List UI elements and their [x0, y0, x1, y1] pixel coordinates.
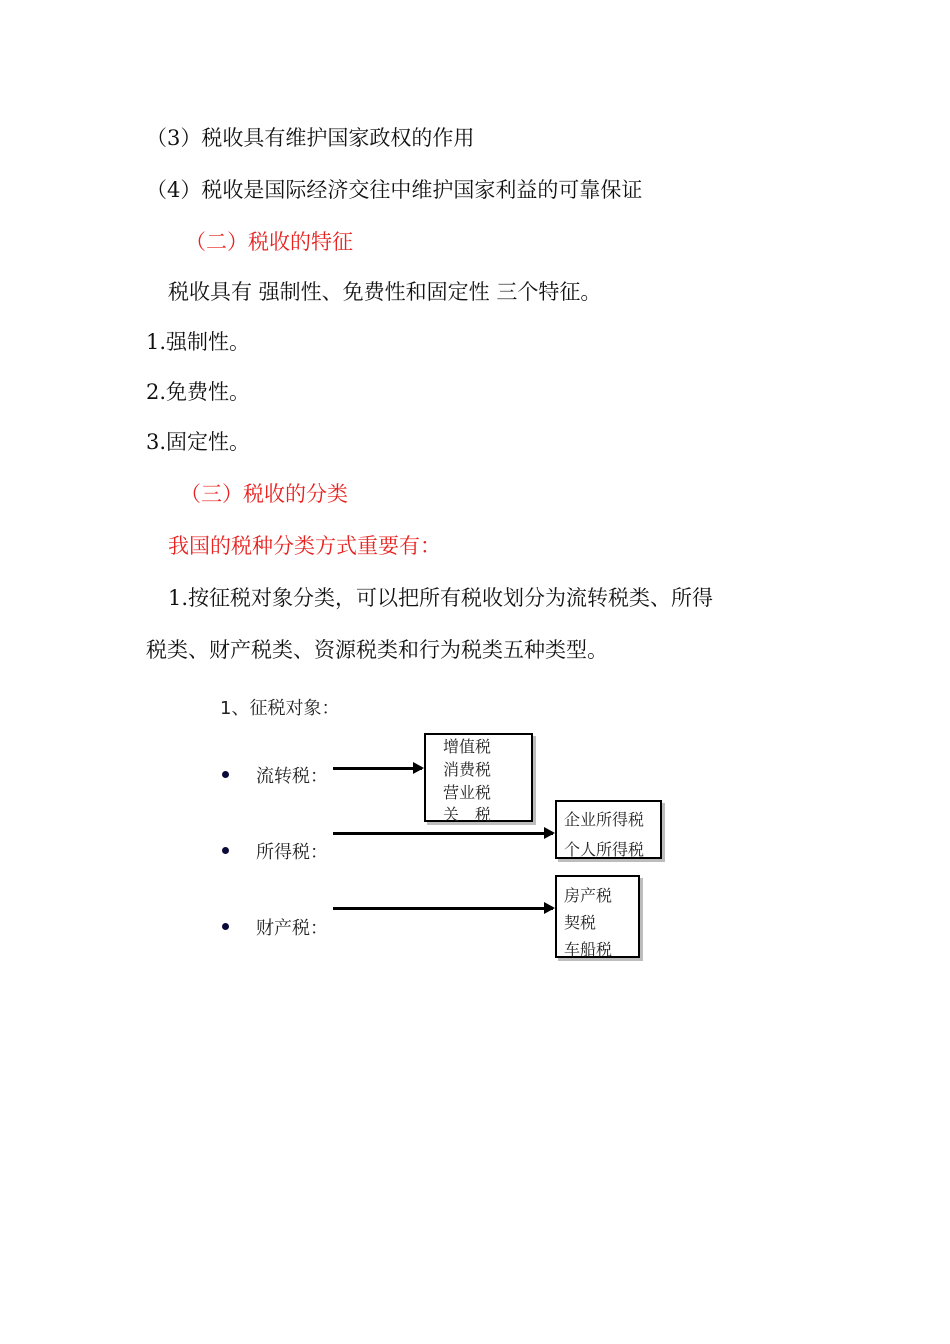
diagram-title: 1、征税对象：	[220, 698, 340, 719]
heading-tax-features: （二）税收的特征	[185, 230, 353, 254]
arrow-right-icon	[333, 832, 553, 835]
box-item: 关 税	[443, 805, 492, 824]
box-income-taxes	[555, 800, 662, 859]
list-item-gratuitous: 2.免费性。	[146, 380, 251, 404]
list-item-compulsory: 1.强制性。	[146, 330, 251, 354]
box-item: 增值税	[443, 737, 492, 756]
list-item-fixed: 3.固定性。	[146, 430, 251, 454]
paragraph-classification-line2: 税类、财产税类、资源税类和行为税类五种类型。	[146, 638, 608, 662]
box-turnover-taxes	[424, 733, 533, 822]
paragraph-role-4: （4）税收是国际经济交往中维护国家利益的可靠保证	[146, 178, 643, 202]
box-item: 营业税	[443, 783, 492, 802]
paragraph-role-3: （3）税收具有维护国家政权的作用	[146, 126, 475, 150]
bullet-icon	[222, 923, 229, 930]
box-item: 个人所得税	[564, 840, 645, 859]
category-property-tax: 财产税：	[256, 918, 328, 939]
box-item: 企业所得税	[564, 810, 645, 829]
arrow-right-icon	[333, 907, 553, 910]
category-income-tax: 所得税：	[256, 842, 328, 863]
arrow-right-icon	[333, 767, 422, 770]
box-item: 消费税	[443, 760, 492, 779]
box-property-taxes	[555, 875, 640, 958]
category-turnover-tax: 流转税：	[256, 766, 328, 787]
heading-tax-classification: （三）税收的分类	[180, 482, 348, 506]
box-item: 房产税	[564, 886, 613, 905]
paragraph-classification-intro: 我国的税种分类方式重要有：	[168, 534, 441, 558]
bullet-icon	[222, 847, 229, 854]
bullet-icon	[222, 771, 229, 778]
paragraph-features-intro: 税收具有 强制性、免费性和固定性 三个特征。	[168, 280, 602, 304]
box-item: 契税	[564, 913, 597, 932]
paragraph-classification-line1: 1.按征税对象分类，可以把所有税收划分为流转税类、所得	[168, 586, 714, 610]
box-item: 车船税	[564, 940, 613, 959]
